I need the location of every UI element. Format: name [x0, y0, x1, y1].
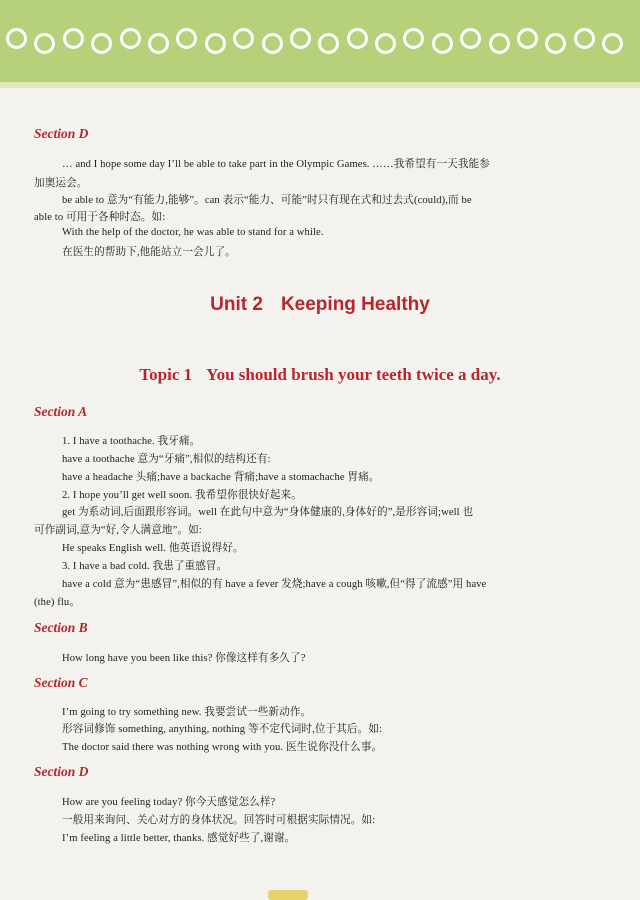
text-line: He speaks English well. 他英语说得好。: [62, 543, 244, 554]
text-line: get 为系动词,后面跟形容词。well 在此句中意为“身体健康的,身体好的”,是形容词;well 也: [62, 507, 474, 518]
text-line: (the) flu。: [34, 597, 81, 608]
text-line: How are you feeling today? 你今天感觉怎么样?: [62, 797, 276, 808]
text-line: have a toothache 意为“牙痛”,相似的结构还有:: [62, 454, 271, 465]
topic-number: Topic 1: [139, 365, 193, 384]
section-heading: Section C: [34, 675, 88, 690]
text-line: I’m going to try something new. 我要尝试一些新动作。: [62, 707, 312, 718]
page-footer-mark: [268, 890, 308, 900]
text-line: 在医生的帮助下,他能站立一会儿了。: [62, 247, 236, 258]
text-line: 3. I have a bad cold. 我患了重感冒。: [62, 561, 228, 572]
text-line: With the help of the doctor, he was able to stand for a while.: [62, 227, 324, 238]
section-heading: Section D: [34, 764, 89, 779]
section-heading: Section B: [34, 620, 88, 635]
text-line: 1. I have a toothache. 我牙痛。: [62, 436, 201, 447]
text-line: 可作副词,意为“好,令人满意地”。如:: [34, 525, 202, 536]
text-line: have a headache 头痛;have a backache 背痛;have a stomachache 胃痛。: [62, 472, 380, 483]
text-line: able to 可用于各种时态。如:: [34, 212, 166, 223]
topic-title: [0, 365, 640, 385]
section-heading: Section A: [34, 404, 88, 419]
topic-name: You should brush your teeth twice a day.: [206, 365, 501, 384]
text-line: 加奥运会。: [34, 178, 88, 189]
unit-number: Unit 2: [210, 294, 263, 315]
text-line: 2. I hope you’ll get well soon. 我希望你很快好起来。: [62, 490, 302, 501]
section-heading: Section D: [34, 126, 89, 141]
text-line: 一般用来询问、关心对方的身体状况。回答时可根据实际情况。如:: [62, 815, 376, 826]
text-line: The doctor said there was nothing wrong with you. 医生说你没什么事。: [62, 742, 383, 753]
text-line: 形容词修饰 something, anything, nothing 等不定代词时,位于其后。如:: [62, 724, 383, 735]
text-line: have a cold 意为“患感冒”,相似的有 have a fever 发烧;have a cough 咳嗽,但“得了流感”用 have: [62, 579, 487, 590]
text-line: I’m feeling a little better, thanks. 感觉好些了,谢谢。: [62, 833, 296, 844]
unit-name: Keeping Healthy: [280, 294, 430, 315]
text-line: How long have you been like this? 你像这样有多久了?: [62, 653, 306, 664]
unit-title: [0, 294, 640, 316]
text-line: be able to 意为“有能力,能够”。can 表示“能力、可能”时只有现在式和过去式(could),而 be: [62, 195, 472, 206]
text-line: … and I hope some day I’ll be able to take part in the Olympic Games. ……我希望有一天我能参: [62, 159, 490, 170]
